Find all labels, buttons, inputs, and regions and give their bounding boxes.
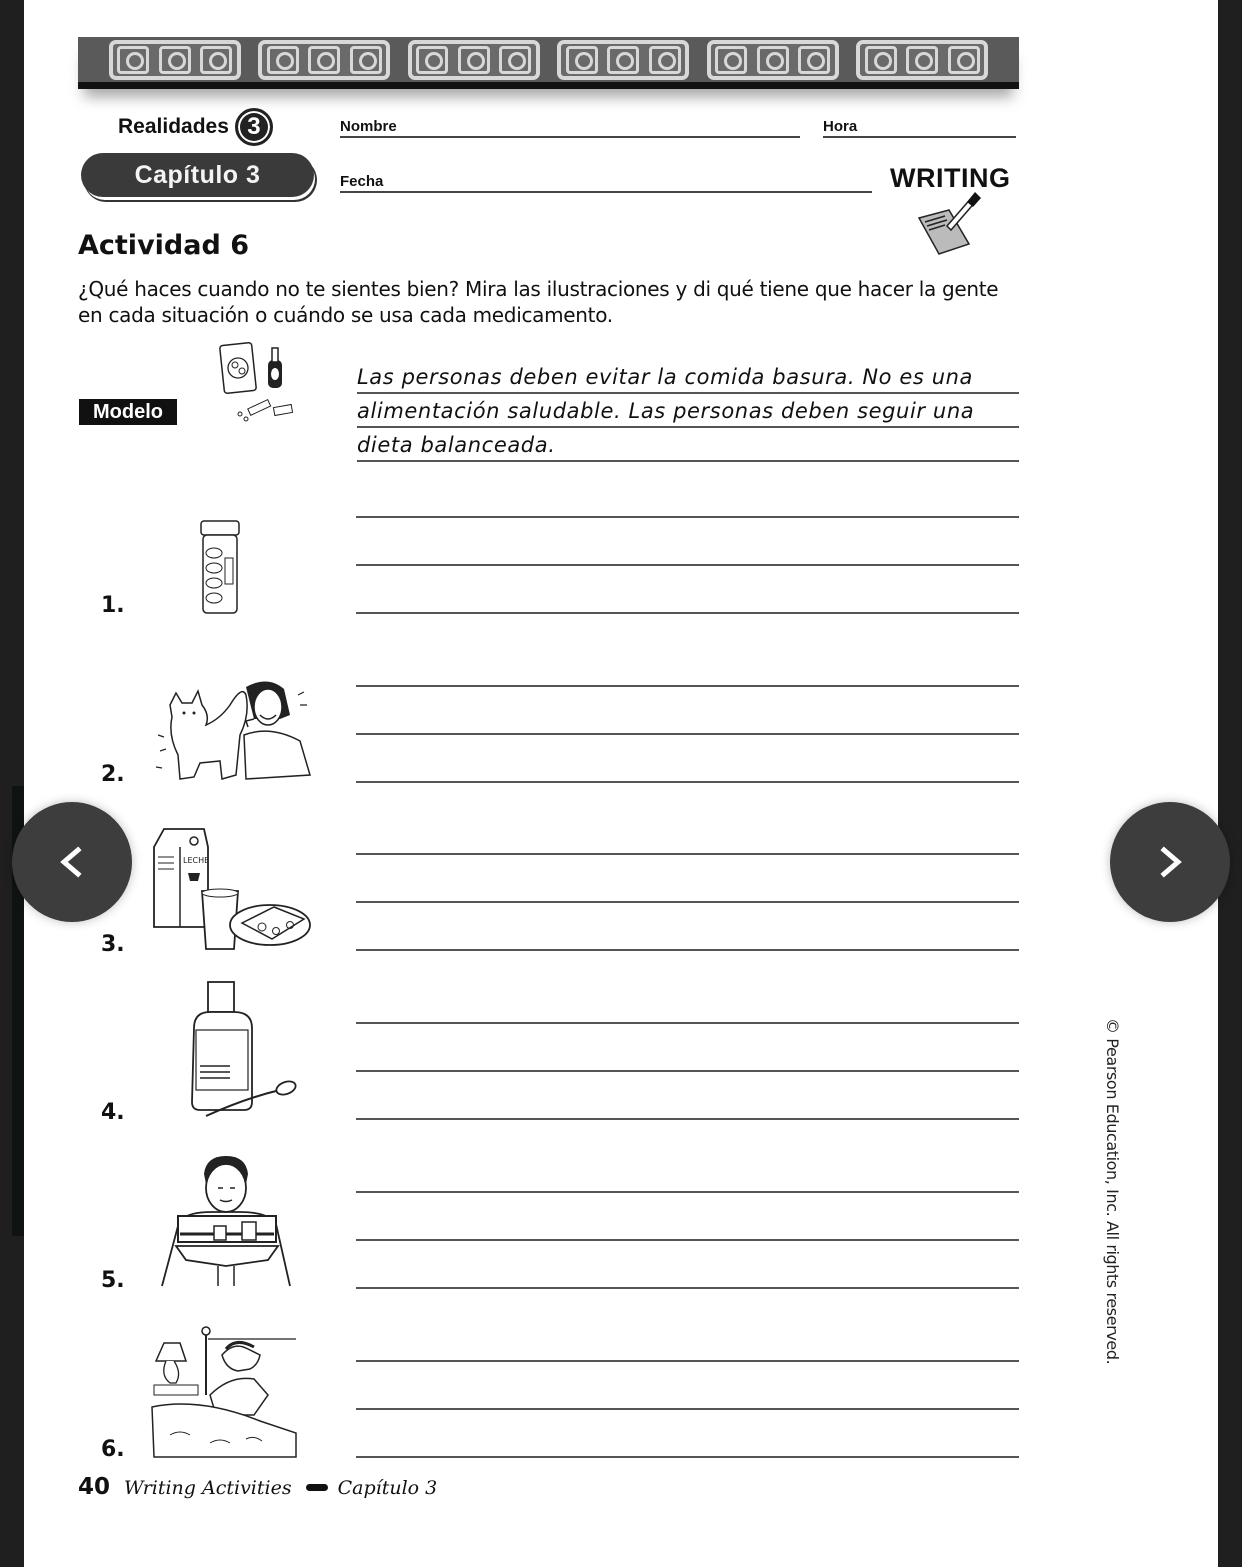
chevron-left-icon [52, 842, 92, 882]
man-on-scale-icon [158, 1154, 294, 1288]
modelo-badge: Modelo [79, 399, 177, 425]
svg-text:LECHE: LECHE [183, 856, 210, 865]
answer-line[interactable] [356, 612, 1019, 614]
glyph-tile-icon [856, 40, 988, 80]
decorative-banner [78, 37, 1019, 89]
pill-bottle-icon [198, 518, 242, 616]
answer-line[interactable] [356, 564, 1019, 566]
girl-sneezing-near-cat-icon [150, 675, 315, 787]
fecha-label: Fecha [340, 173, 384, 190]
answer-line[interactable] [356, 949, 1019, 951]
sick-man-in-bed-icon [150, 1325, 300, 1460]
page-footer [78, 1474, 437, 1500]
answer-line[interactable] [356, 1022, 1019, 1024]
chapter-pill: Capítulo 3 [81, 153, 314, 197]
series-label [118, 108, 273, 146]
glyph-tile-icon [109, 40, 241, 80]
item-number: 6. [101, 1437, 125, 1462]
answer-line[interactable] [356, 1070, 1019, 1072]
section-label: WRITING [890, 163, 1011, 193]
modelo-answer-line: dieta balanceada. [357, 430, 1019, 462]
series-level-badge: 3 [235, 108, 273, 146]
item-number: 5. [101, 1268, 125, 1293]
answer-line[interactable] [356, 1408, 1019, 1410]
hora-label: Hora [823, 118, 858, 135]
answer-line[interactable] [356, 1456, 1019, 1458]
glyph-tile-icon [258, 40, 390, 80]
item-number: 3. [101, 932, 125, 957]
separator-dash-icon [306, 1484, 328, 1491]
nombre-label: Nombre [340, 118, 397, 135]
hora-field[interactable] [823, 118, 1016, 138]
series-name: Realidades [118, 115, 229, 138]
activity-instructions: ¿Qué haces cuando no te sientes bien? Mira las ilustraciones y di qué tiene que hacer la gente en cada situación o cuándo se usa cada medicamento. [78, 277, 999, 327]
answer-line[interactable] [356, 1191, 1019, 1193]
glyph-tile-icon [707, 40, 839, 80]
answer-line[interactable] [356, 1239, 1019, 1241]
glyph-tile-icon [557, 40, 689, 80]
glyph-tile-icon [408, 40, 540, 80]
pen-paper-icon [915, 190, 985, 256]
syrup-bottle-spoon-icon [186, 980, 298, 1120]
answer-line[interactable] [356, 853, 1019, 855]
item-number: 1. [101, 593, 125, 618]
nombre-field[interactable] [340, 118, 800, 138]
fecha-field[interactable] [340, 173, 872, 193]
answer-line[interactable] [356, 1360, 1019, 1362]
junk-food-icon [218, 340, 302, 424]
page-number: 40 [78, 1474, 111, 1500]
answer-line[interactable] [356, 901, 1019, 903]
previous-page-button[interactable] [12, 802, 132, 922]
answer-line[interactable] [356, 781, 1019, 783]
copyright-notice: © Pearson Education, Inc. All rights reserved. [1103, 1018, 1122, 1365]
answer-line[interactable] [356, 1287, 1019, 1289]
modelo-answer-line: Las personas deben evitar la comida basura. No es una [357, 362, 1019, 394]
item-number: 4. [101, 1100, 125, 1125]
milk-and-cheese-icon [150, 827, 312, 953]
activity-title: Actividad 6 [78, 230, 249, 261]
answer-line[interactable] [356, 685, 1019, 687]
item-number: 2. [101, 762, 125, 787]
answer-line[interactable] [356, 516, 1019, 518]
modelo-answer-line: alimentación saludable. Las personas deben seguir una [357, 396, 1019, 428]
next-page-button[interactable] [1110, 802, 1230, 922]
answer-line[interactable] [356, 733, 1019, 735]
footer-chapter: Capítulo 3 [337, 1477, 438, 1499]
chevron-right-icon [1150, 842, 1190, 882]
answer-line[interactable] [356, 1118, 1019, 1120]
book-section: Writing Activities [124, 1477, 292, 1499]
